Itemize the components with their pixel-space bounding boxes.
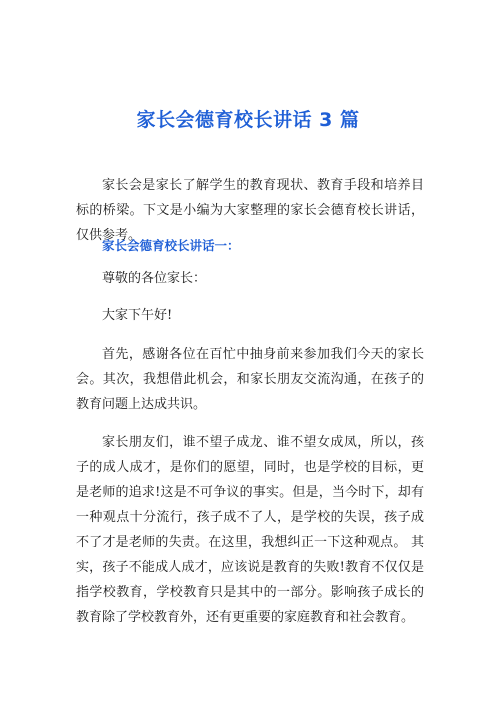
paragraph-2: 家长朋友们，谁不望子成龙、谁不望女成凤，所以，孩子的成人成才，是你们的愿望，同时，也是学校的目标，更是老师的追求!这是不可争议的事实。但是，当今时下，却有一种观点十分流行，孩子成不了人，是学校的失误，孩子成不了才是老师的失责。在这里，我想纠正一下这种观点。 其实，孩子不能成人成才，应该说是教育的失败!教育不仅仅是指学校教育，学校教育只是其中的一部分。影响孩子成长的教育除了学校教育外，还有更重要的家庭教育和社会教育。 xyxy=(76,435,424,625)
salutation-line: 尊敬的各位家长： xyxy=(102,271,207,286)
paragraph-1: 首先，感谢各位在百忙中抽身前来参加我们今天的家长会。其次，我想借此机会，和家长朋友交流沟通，在孩子的教育问题上达成共识。 xyxy=(76,347,424,412)
document-title: 家长会德育校长讲话 3 篇 xyxy=(136,109,360,131)
greeting-line: 大家下午好! xyxy=(102,308,173,323)
section-heading: 家长会德育校长讲话一： xyxy=(102,238,240,253)
intro-paragraph: 家长会是家长了解学生的教育现状、教育手段和培养目标的桥梁。下文是小编为大家整理的家长会德育校长讲话，仅供参考。 xyxy=(76,178,424,243)
